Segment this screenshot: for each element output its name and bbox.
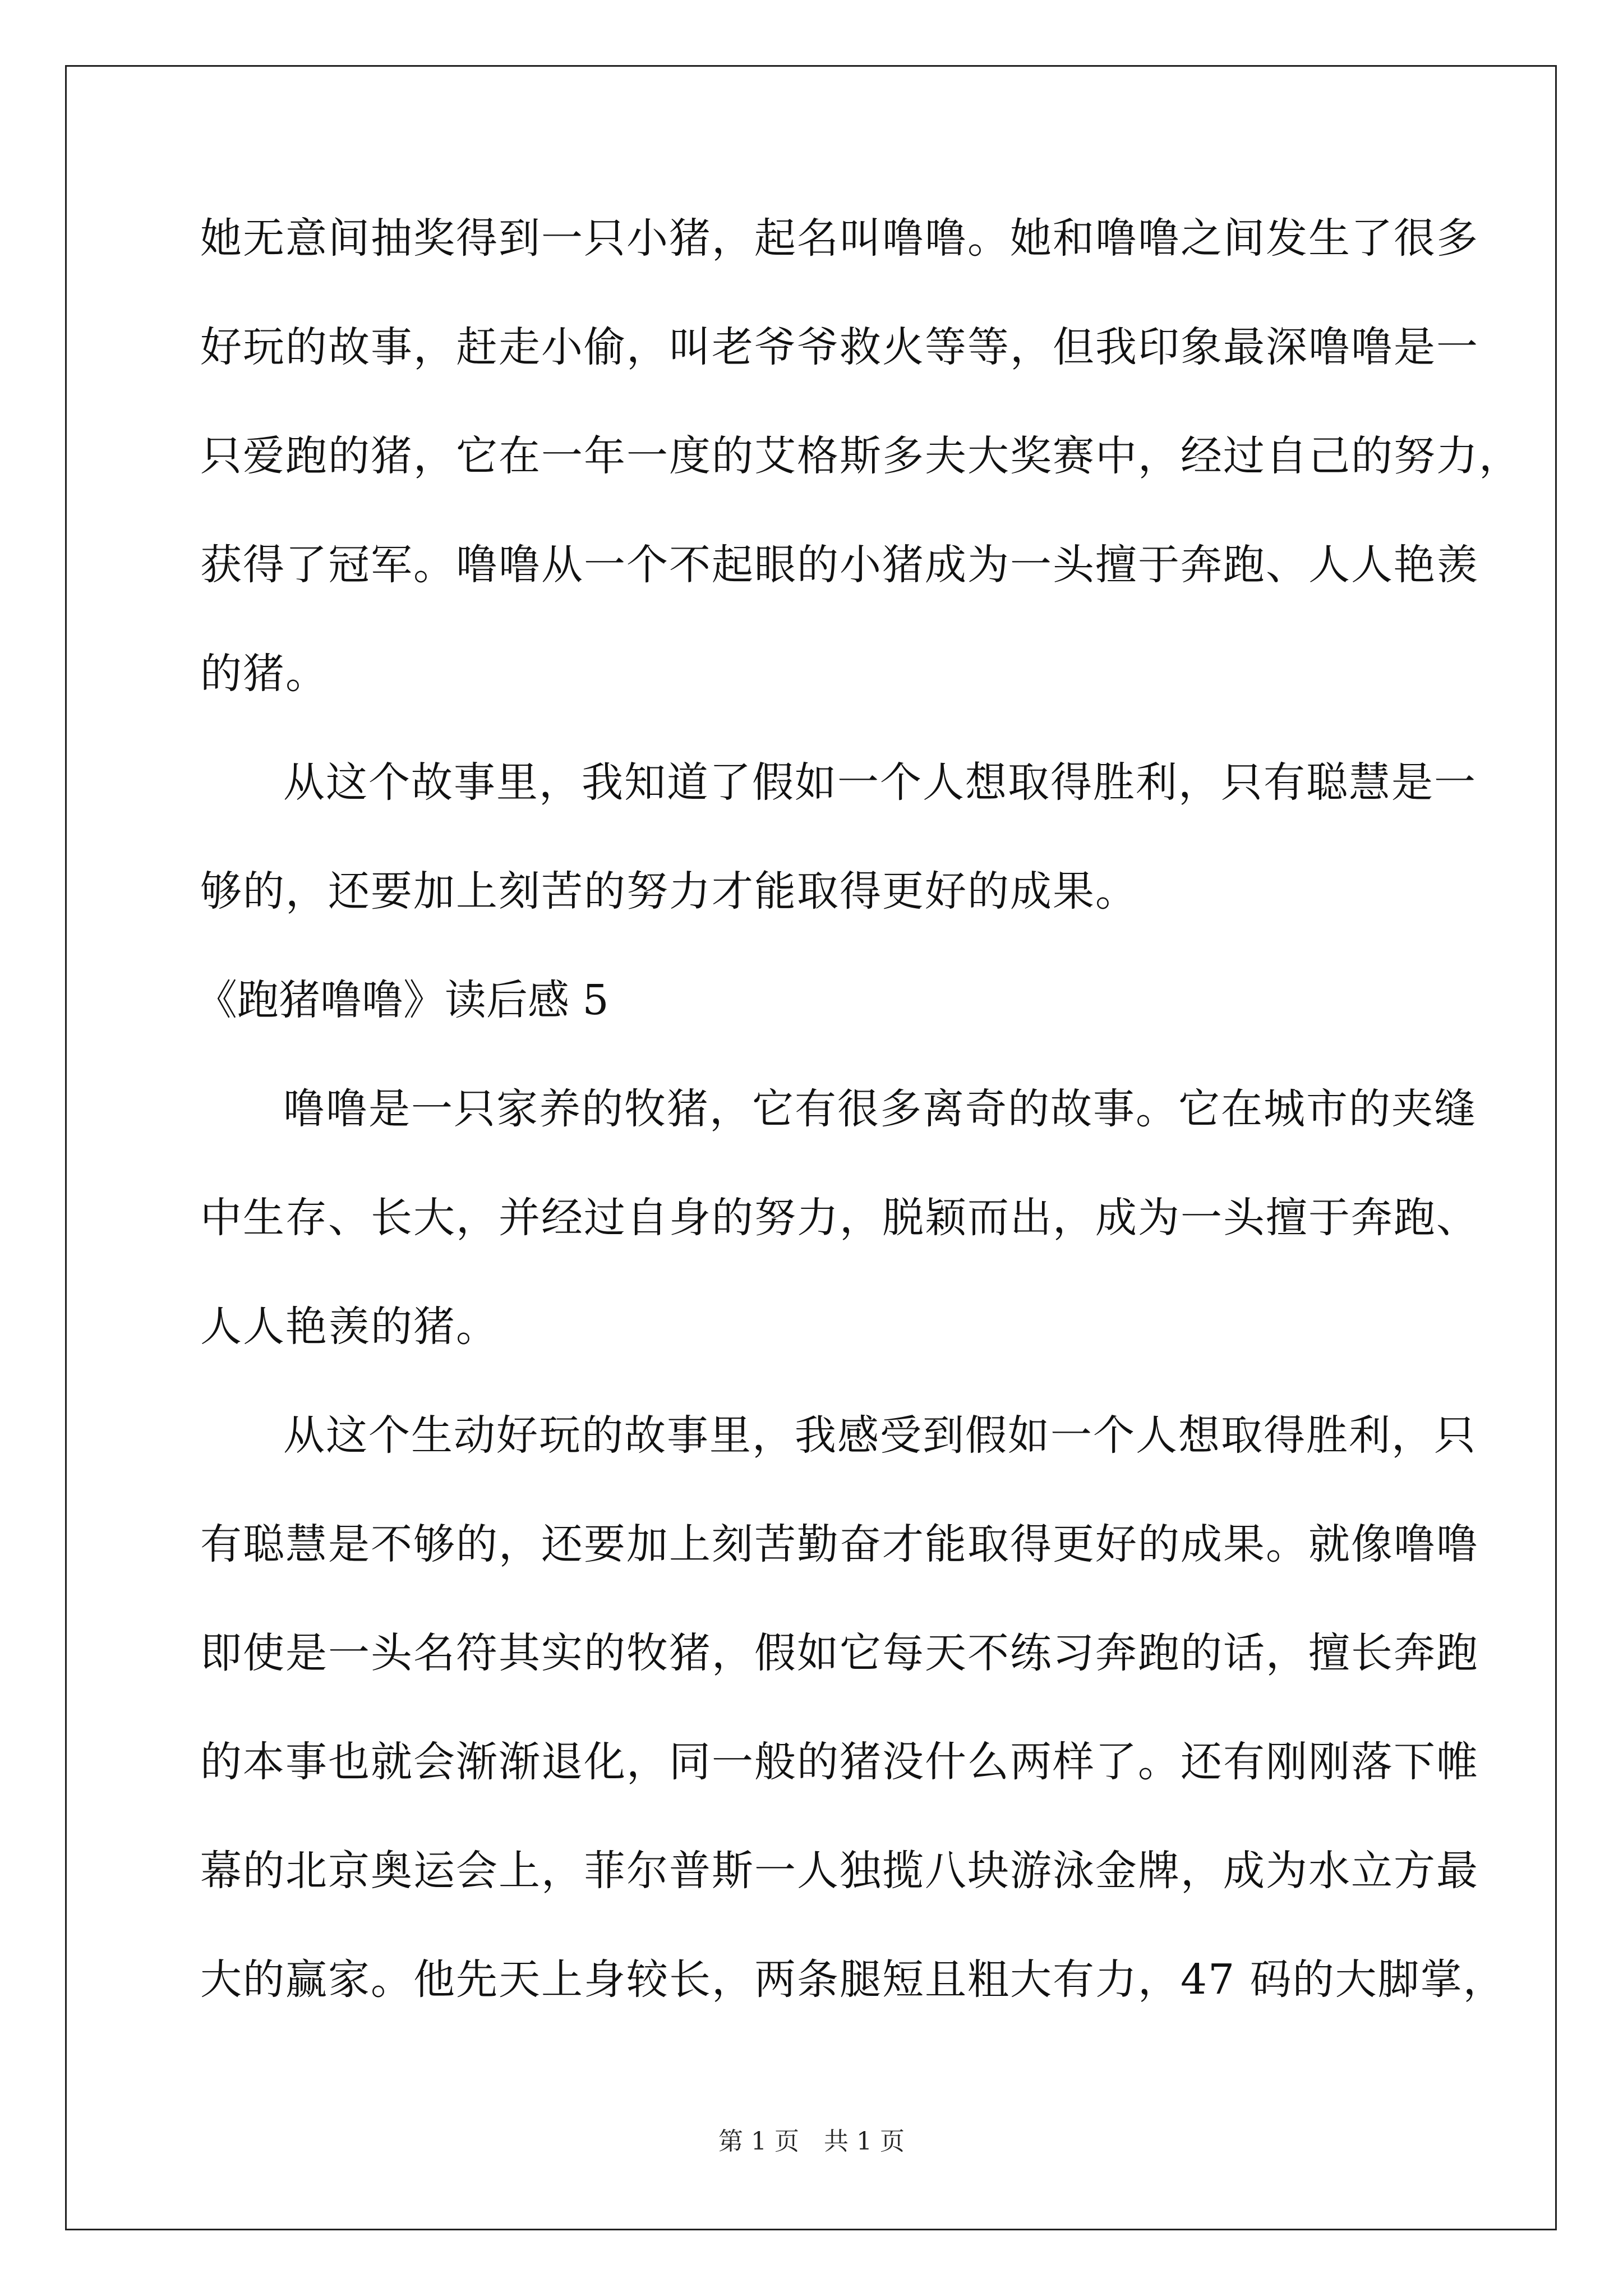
paragraph-line: 噜噜是一只家养的牧猪，它有很多离奇的故事。它在城市的夹缝 <box>283 1085 1477 1133</box>
section-heading: 《跑猪噜噜》读后感 5 <box>196 976 609 1024</box>
paragraph-line: 的猪。 <box>200 650 328 698</box>
paragraph-line: 好玩的故事，赶走小偷，叫老爷爷救火等等，但我印象最深噜噜是一 <box>200 323 1479 371</box>
paragraph-line: 只爱跑的猪，它在一年一度的艾格斯多夫大奖赛中，经过自己的努力， <box>200 432 1521 480</box>
paragraph-line: 幕的北京奥运会上，菲尔普斯一人独揽八块游泳金牌，成为水立方最 <box>200 1847 1479 1895</box>
paragraph-line: 从这个生动好玩的故事里，我感受到假如一个人想取得胜利，只 <box>283 1411 1477 1460</box>
paragraph-line: 大的赢家。他先天上身较长，两条腿短且粗大有力，47 码的大脚掌， <box>200 1955 1506 2004</box>
page-footer: 第 1 页 共 1 页 <box>718 2127 905 2156</box>
paragraph-line: 人人艳羡的猪。 <box>200 1303 499 1351</box>
paragraph-line: 有聪慧是不够的，还要加上刻苦勤奋才能取得更好的成果。就像噜噜 <box>200 1520 1479 1568</box>
paragraph-line: 的本事也就会渐渐退化，同一般的猪没什么两样了。还有刚刚落下帷 <box>200 1738 1479 1786</box>
paragraph-line: 从这个故事里，我知道了假如一个人想取得胜利，只有聪慧是一 <box>283 758 1477 807</box>
paragraph-line: 获得了冠军。噜噜从一个不起眼的小猪成为一头擅于奔跑、人人艳羡 <box>200 541 1479 589</box>
paragraph-line: 她无意间抽奖得到一只小猪，起名叫噜噜。她和噜噜之间发生了很多 <box>200 214 1479 263</box>
document-body <box>196 210 1521 2060</box>
paragraph-line: 即使是一头名符其实的牧猪，假如它每天不练习奔跑的话，擅长奔跑 <box>200 1629 1479 1677</box>
paragraph-line: 够的，还要加上刻苦的努力才能取得更好的成果。 <box>200 867 1138 915</box>
paragraph-line: 中生存、长大，并经过自身的努力，脱颖而出，成为一头擅于奔跑、 <box>200 1194 1479 1242</box>
